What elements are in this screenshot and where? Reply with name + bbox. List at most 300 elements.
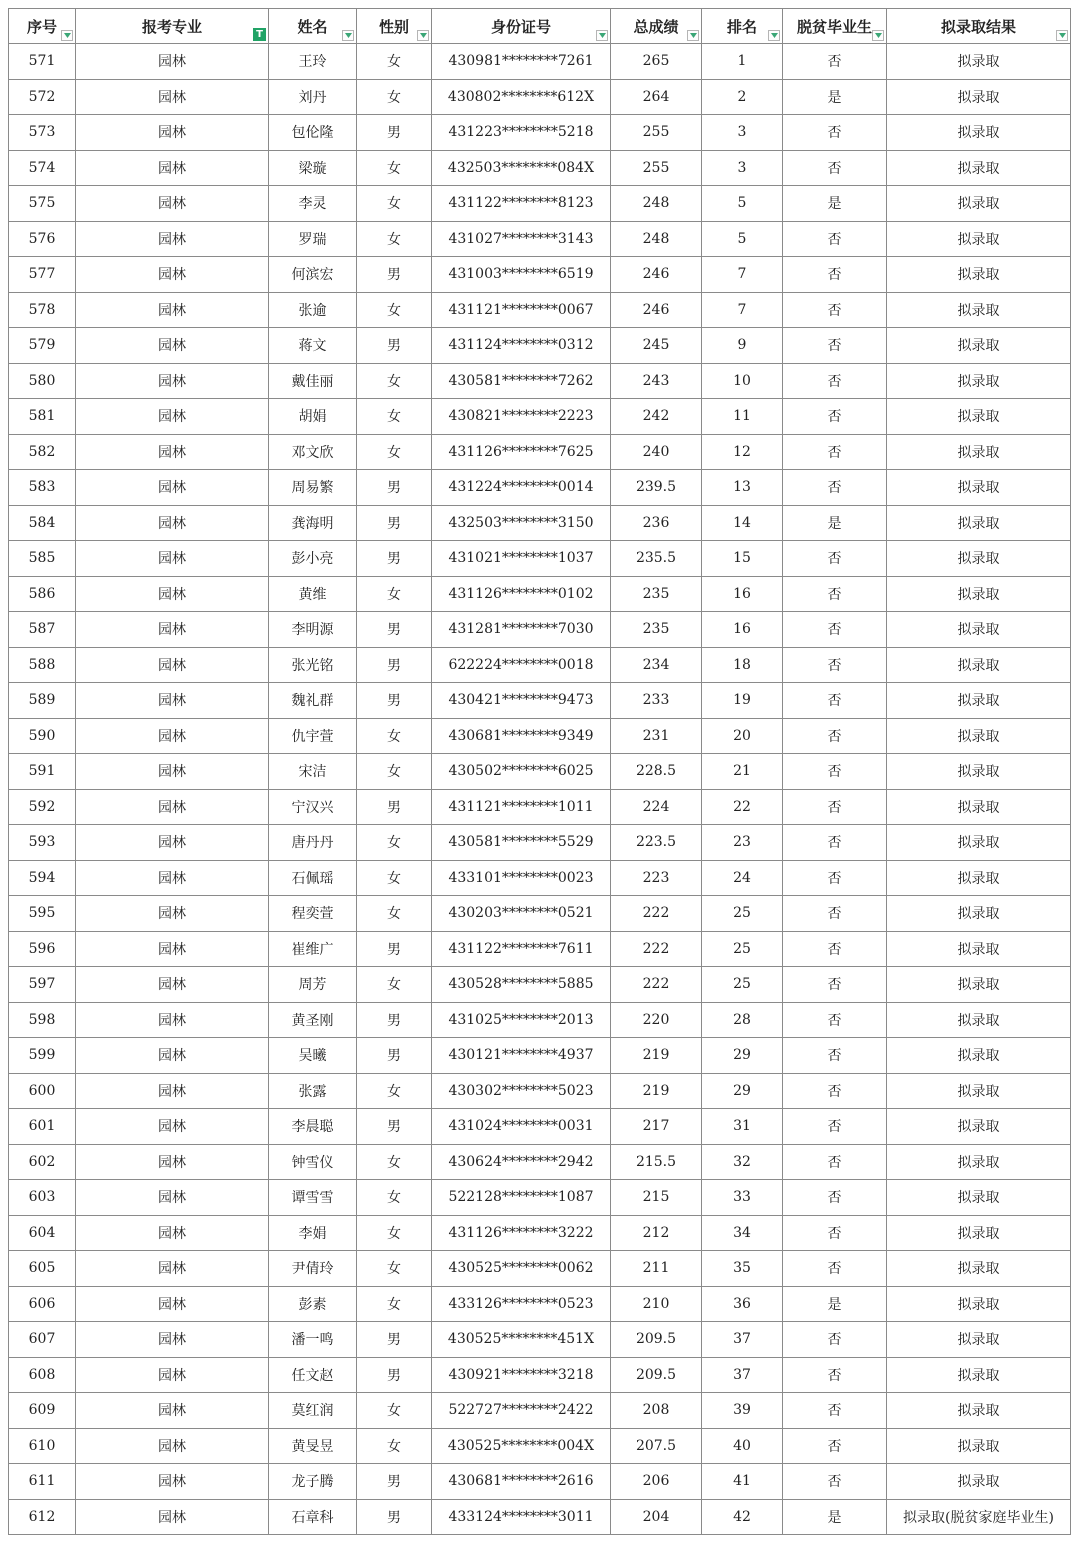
cell-poverty[interactable]: 否	[783, 1464, 887, 1500]
cell-result[interactable]: 拟录取	[887, 541, 1071, 577]
cell-gender[interactable]: 男	[357, 1038, 432, 1074]
cell-poverty[interactable]: 否	[783, 434, 887, 470]
cell-score[interactable]: 208	[611, 1393, 702, 1429]
cell-gender[interactable]: 女	[357, 44, 432, 80]
cell-name[interactable]: 罗瑞	[269, 221, 357, 257]
cell-seq[interactable]: 586	[9, 576, 76, 612]
cell-score[interactable]: 224	[611, 789, 702, 825]
cell-score[interactable]: 210	[611, 1286, 702, 1322]
cell-id[interactable]: 431121********1011	[432, 789, 611, 825]
filter-dropdown-icon[interactable]	[687, 30, 699, 41]
cell-gender[interactable]: 女	[357, 754, 432, 790]
cell-name[interactable]: 莫红润	[269, 1393, 357, 1429]
cell-score[interactable]: 255	[611, 150, 702, 186]
cell-id[interactable]: 431122********7611	[432, 931, 611, 967]
cell-rank[interactable]: 28	[702, 1002, 783, 1038]
cell-id[interactable]: 433126********0523	[432, 1286, 611, 1322]
cell-name[interactable]: 钟雪仪	[269, 1144, 357, 1180]
cell-name[interactable]: 张露	[269, 1073, 357, 1109]
cell-seq[interactable]: 608	[9, 1357, 76, 1393]
cell-rank[interactable]: 37	[702, 1322, 783, 1358]
cell-major[interactable]: 园林	[76, 825, 269, 861]
cell-score[interactable]: 228.5	[611, 754, 702, 790]
cell-id[interactable]: 431121********0067	[432, 292, 611, 328]
cell-major[interactable]: 园林	[76, 292, 269, 328]
cell-result[interactable]: 拟录取	[887, 718, 1071, 754]
cell-major[interactable]: 园林	[76, 612, 269, 648]
cell-result[interactable]: 拟录取	[887, 1180, 1071, 1216]
cell-poverty[interactable]: 否	[783, 931, 887, 967]
cell-result[interactable]: 拟录取(脱贫家庭毕业生)	[887, 1499, 1071, 1535]
cell-rank[interactable]: 20	[702, 718, 783, 754]
cell-rank[interactable]: 42	[702, 1499, 783, 1535]
cell-poverty[interactable]: 是	[783, 1499, 887, 1535]
cell-seq[interactable]: 590	[9, 718, 76, 754]
cell-seq[interactable]: 604	[9, 1215, 76, 1251]
cell-result[interactable]: 拟录取	[887, 1073, 1071, 1109]
cell-result[interactable]: 拟录取	[887, 931, 1071, 967]
cell-major[interactable]: 园林	[76, 718, 269, 754]
cell-gender[interactable]: 女	[357, 1251, 432, 1287]
cell-seq[interactable]: 597	[9, 967, 76, 1003]
cell-id[interactable]: 430681********9349	[432, 718, 611, 754]
cell-result[interactable]: 拟录取	[887, 221, 1071, 257]
cell-poverty[interactable]: 否	[783, 1393, 887, 1429]
cell-id[interactable]: 522727********2422	[432, 1393, 611, 1429]
cell-score[interactable]: 222	[611, 967, 702, 1003]
cell-name[interactable]: 邓文欣	[269, 434, 357, 470]
cell-major[interactable]: 园林	[76, 647, 269, 683]
cell-score[interactable]: 209.5	[611, 1357, 702, 1393]
cell-major[interactable]: 园林	[76, 789, 269, 825]
cell-gender[interactable]: 男	[357, 1499, 432, 1535]
cell-score[interactable]: 215	[611, 1180, 702, 1216]
cell-major[interactable]: 园林	[76, 1215, 269, 1251]
cell-poverty[interactable]: 是	[783, 186, 887, 222]
cell-poverty[interactable]: 否	[783, 1144, 887, 1180]
cell-major[interactable]: 园林	[76, 1109, 269, 1145]
cell-id[interactable]: 430821********2223	[432, 399, 611, 435]
cell-score[interactable]: 255	[611, 115, 702, 151]
cell-seq[interactable]: 612	[9, 1499, 76, 1535]
cell-seq[interactable]: 574	[9, 150, 76, 186]
cell-gender[interactable]: 男	[357, 1357, 432, 1393]
cell-major[interactable]: 园林	[76, 1144, 269, 1180]
cell-result[interactable]: 拟录取	[887, 399, 1071, 435]
cell-name[interactable]: 宁汉兴	[269, 789, 357, 825]
cell-seq[interactable]: 594	[9, 860, 76, 896]
cell-result[interactable]: 拟录取	[887, 44, 1071, 80]
cell-score[interactable]: 248	[611, 186, 702, 222]
cell-gender[interactable]: 女	[357, 1215, 432, 1251]
cell-result[interactable]: 拟录取	[887, 1144, 1071, 1180]
cell-rank[interactable]: 16	[702, 576, 783, 612]
cell-result[interactable]: 拟录取	[887, 470, 1071, 506]
cell-poverty[interactable]: 否	[783, 1180, 887, 1216]
cell-major[interactable]: 园林	[76, 754, 269, 790]
cell-id[interactable]: 430921********3218	[432, 1357, 611, 1393]
cell-result[interactable]: 拟录取	[887, 1464, 1071, 1500]
cell-score[interactable]: 239.5	[611, 470, 702, 506]
cell-poverty[interactable]: 否	[783, 292, 887, 328]
cell-name[interactable]: 王玲	[269, 44, 357, 80]
cell-id[interactable]: 430121********4937	[432, 1038, 611, 1074]
cell-seq[interactable]: 587	[9, 612, 76, 648]
cell-name[interactable]: 任文赵	[269, 1357, 357, 1393]
cell-seq[interactable]: 601	[9, 1109, 76, 1145]
cell-name[interactable]: 石章科	[269, 1499, 357, 1535]
cell-name[interactable]: 李灵	[269, 186, 357, 222]
cell-id[interactable]: 622224********0018	[432, 647, 611, 683]
cell-name[interactable]: 尹倩玲	[269, 1251, 357, 1287]
cell-major[interactable]: 园林	[76, 860, 269, 896]
cell-poverty[interactable]: 否	[783, 825, 887, 861]
cell-poverty[interactable]: 否	[783, 1322, 887, 1358]
cell-seq[interactable]: 593	[9, 825, 76, 861]
cell-seq[interactable]: 575	[9, 186, 76, 222]
cell-gender[interactable]: 女	[357, 292, 432, 328]
cell-poverty[interactable]: 否	[783, 860, 887, 896]
cell-poverty[interactable]: 是	[783, 1286, 887, 1322]
cell-rank[interactable]: 29	[702, 1073, 783, 1109]
cell-gender[interactable]: 女	[357, 576, 432, 612]
cell-result[interactable]: 拟录取	[887, 1286, 1071, 1322]
cell-result[interactable]: 拟录取	[887, 257, 1071, 293]
cell-seq[interactable]: 605	[9, 1251, 76, 1287]
cell-gender[interactable]: 女	[357, 1286, 432, 1322]
cell-name[interactable]: 张逾	[269, 292, 357, 328]
cell-rank[interactable]: 16	[702, 612, 783, 648]
cell-result[interactable]: 拟录取	[887, 1428, 1071, 1464]
cell-rank[interactable]: 41	[702, 1464, 783, 1500]
cell-score[interactable]: 211	[611, 1251, 702, 1287]
cell-id[interactable]: 430502********6025	[432, 754, 611, 790]
cell-seq[interactable]: 577	[9, 257, 76, 293]
cell-rank[interactable]: 7	[702, 257, 783, 293]
cell-poverty[interactable]: 否	[783, 221, 887, 257]
cell-poverty[interactable]: 否	[783, 1073, 887, 1109]
cell-seq[interactable]: 600	[9, 1073, 76, 1109]
cell-score[interactable]: 204	[611, 1499, 702, 1535]
cell-major[interactable]: 园林	[76, 1286, 269, 1322]
cell-id[interactable]: 430421********9473	[432, 683, 611, 719]
cell-score[interactable]: 206	[611, 1464, 702, 1500]
cell-id[interactable]: 431223********5218	[432, 115, 611, 151]
cell-id[interactable]: 430581********5529	[432, 825, 611, 861]
cell-result[interactable]: 拟录取	[887, 896, 1071, 932]
cell-gender[interactable]: 男	[357, 683, 432, 719]
cell-result[interactable]: 拟录取	[887, 79, 1071, 115]
cell-seq[interactable]: 584	[9, 505, 76, 541]
cell-seq[interactable]: 592	[9, 789, 76, 825]
cell-major[interactable]: 园林	[76, 931, 269, 967]
cell-score[interactable]: 231	[611, 718, 702, 754]
cell-gender[interactable]: 女	[357, 363, 432, 399]
cell-poverty[interactable]: 否	[783, 541, 887, 577]
cell-poverty[interactable]: 否	[783, 967, 887, 1003]
cell-rank[interactable]: 19	[702, 683, 783, 719]
cell-rank[interactable]: 25	[702, 931, 783, 967]
cell-id[interactable]: 433101********0023	[432, 860, 611, 896]
cell-score[interactable]: 222	[611, 931, 702, 967]
cell-poverty[interactable]: 否	[783, 399, 887, 435]
cell-name[interactable]: 梁璇	[269, 150, 357, 186]
cell-major[interactable]: 园林	[76, 328, 269, 364]
cell-result[interactable]: 拟录取	[887, 505, 1071, 541]
cell-rank[interactable]: 15	[702, 541, 783, 577]
cell-rank[interactable]: 3	[702, 150, 783, 186]
cell-poverty[interactable]: 否	[783, 363, 887, 399]
cell-seq[interactable]: 585	[9, 541, 76, 577]
cell-major[interactable]: 园林	[76, 434, 269, 470]
cell-major[interactable]: 园林	[76, 683, 269, 719]
filter-dropdown-icon[interactable]	[417, 30, 429, 41]
cell-score[interactable]: 222	[611, 896, 702, 932]
cell-result[interactable]: 拟录取	[887, 1002, 1071, 1038]
cell-gender[interactable]: 女	[357, 896, 432, 932]
cell-rank[interactable]: 5	[702, 186, 783, 222]
cell-name[interactable]: 李明源	[269, 612, 357, 648]
cell-poverty[interactable]: 否	[783, 1357, 887, 1393]
cell-id[interactable]: 430581********7262	[432, 363, 611, 399]
cell-major[interactable]: 园林	[76, 399, 269, 435]
cell-result[interactable]: 拟录取	[887, 150, 1071, 186]
cell-gender[interactable]: 女	[357, 1144, 432, 1180]
cell-major[interactable]: 园林	[76, 967, 269, 1003]
cell-name[interactable]: 刘丹	[269, 79, 357, 115]
cell-rank[interactable]: 13	[702, 470, 783, 506]
cell-result[interactable]: 拟录取	[887, 363, 1071, 399]
cell-result[interactable]: 拟录取	[887, 647, 1071, 683]
cell-name[interactable]: 魏礼群	[269, 683, 357, 719]
cell-seq[interactable]: 580	[9, 363, 76, 399]
cell-result[interactable]: 拟录取	[887, 1038, 1071, 1074]
cell-major[interactable]: 园林	[76, 1002, 269, 1038]
cell-name[interactable]: 彭素	[269, 1286, 357, 1322]
cell-major[interactable]: 园林	[76, 1464, 269, 1500]
cell-seq[interactable]: 583	[9, 470, 76, 506]
cell-rank[interactable]: 32	[702, 1144, 783, 1180]
cell-seq[interactable]: 610	[9, 1428, 76, 1464]
cell-id[interactable]: 432503********084X	[432, 150, 611, 186]
cell-result[interactable]: 拟录取	[887, 683, 1071, 719]
cell-name[interactable]: 周易繁	[269, 470, 357, 506]
filter-dropdown-icon[interactable]	[342, 30, 354, 41]
cell-result[interactable]: 拟录取	[887, 434, 1071, 470]
cell-major[interactable]: 园林	[76, 1499, 269, 1535]
cell-poverty[interactable]: 否	[783, 470, 887, 506]
cell-major[interactable]: 园林	[76, 1428, 269, 1464]
cell-result[interactable]: 拟录取	[887, 186, 1071, 222]
cell-rank[interactable]: 25	[702, 967, 783, 1003]
cell-name[interactable]: 包伦隆	[269, 115, 357, 151]
cell-name[interactable]: 蒋文	[269, 328, 357, 364]
cell-gender[interactable]: 男	[357, 931, 432, 967]
cell-rank[interactable]: 31	[702, 1109, 783, 1145]
cell-name[interactable]: 唐丹丹	[269, 825, 357, 861]
cell-id[interactable]: 430981********7261	[432, 44, 611, 80]
cell-rank[interactable]: 3	[702, 115, 783, 151]
cell-seq[interactable]: 588	[9, 647, 76, 683]
cell-seq[interactable]: 581	[9, 399, 76, 435]
cell-gender[interactable]: 女	[357, 860, 432, 896]
cell-name[interactable]: 龙子腾	[269, 1464, 357, 1500]
cell-rank[interactable]: 23	[702, 825, 783, 861]
cell-score[interactable]: 207.5	[611, 1428, 702, 1464]
cell-major[interactable]: 园林	[76, 79, 269, 115]
cell-gender[interactable]: 男	[357, 1109, 432, 1145]
cell-id[interactable]: 431126********3222	[432, 1215, 611, 1251]
filter-dropdown-icon[interactable]	[1056, 30, 1068, 41]
cell-score[interactable]: 243	[611, 363, 702, 399]
cell-major[interactable]: 园林	[76, 44, 269, 80]
cell-poverty[interactable]: 否	[783, 576, 887, 612]
cell-rank[interactable]: 10	[702, 363, 783, 399]
cell-gender[interactable]: 男	[357, 470, 432, 506]
cell-rank[interactable]: 37	[702, 1357, 783, 1393]
cell-score[interactable]: 246	[611, 257, 702, 293]
cell-rank[interactable]: 24	[702, 860, 783, 896]
cell-poverty[interactable]: 否	[783, 789, 887, 825]
cell-major[interactable]: 园林	[76, 1251, 269, 1287]
cell-gender[interactable]: 男	[357, 541, 432, 577]
cell-gender[interactable]: 男	[357, 1464, 432, 1500]
cell-seq[interactable]: 595	[9, 896, 76, 932]
cell-name[interactable]: 龚海明	[269, 505, 357, 541]
cell-id[interactable]: 431025********2013	[432, 1002, 611, 1038]
cell-rank[interactable]: 33	[702, 1180, 783, 1216]
cell-name[interactable]: 李娟	[269, 1215, 357, 1251]
cell-major[interactable]: 园林	[76, 1038, 269, 1074]
cell-id[interactable]: 430624********2942	[432, 1144, 611, 1180]
cell-id[interactable]: 431281********7030	[432, 612, 611, 648]
cell-score[interactable]: 248	[611, 221, 702, 257]
cell-gender[interactable]: 女	[357, 1393, 432, 1429]
cell-poverty[interactable]: 否	[783, 896, 887, 932]
cell-seq[interactable]: 591	[9, 754, 76, 790]
cell-score[interactable]: 219	[611, 1073, 702, 1109]
cell-name[interactable]: 谭雪雪	[269, 1180, 357, 1216]
cell-seq[interactable]: 609	[9, 1393, 76, 1429]
filter-dropdown-icon[interactable]	[596, 30, 608, 41]
cell-name[interactable]: 黄圣刚	[269, 1002, 357, 1038]
cell-score[interactable]: 223	[611, 860, 702, 896]
cell-id[interactable]: 430528********5885	[432, 967, 611, 1003]
cell-gender[interactable]: 女	[357, 825, 432, 861]
cell-name[interactable]: 周芳	[269, 967, 357, 1003]
cell-major[interactable]: 园林	[76, 115, 269, 151]
cell-major[interactable]: 园林	[76, 363, 269, 399]
cell-score[interactable]: 235	[611, 576, 702, 612]
cell-id[interactable]: 431024********0031	[432, 1109, 611, 1145]
cell-seq[interactable]: 606	[9, 1286, 76, 1322]
cell-result[interactable]: 拟录取	[887, 1251, 1071, 1287]
cell-score[interactable]: 240	[611, 434, 702, 470]
cell-id[interactable]: 430203********0521	[432, 896, 611, 932]
cell-rank[interactable]: 29	[702, 1038, 783, 1074]
cell-major[interactable]: 园林	[76, 505, 269, 541]
cell-name[interactable]: 彭小亮	[269, 541, 357, 577]
cell-id[interactable]: 431021********1037	[432, 541, 611, 577]
cell-result[interactable]: 拟录取	[887, 115, 1071, 151]
cell-id[interactable]: 430525********004X	[432, 1428, 611, 1464]
cell-score[interactable]: 220	[611, 1002, 702, 1038]
cell-score[interactable]: 223.5	[611, 825, 702, 861]
cell-poverty[interactable]: 否	[783, 1109, 887, 1145]
cell-major[interactable]: 园林	[76, 1073, 269, 1109]
cell-seq[interactable]: 579	[9, 328, 76, 364]
cell-rank[interactable]: 7	[702, 292, 783, 328]
cell-score[interactable]: 265	[611, 44, 702, 80]
filter-active-icon[interactable]: T	[253, 28, 266, 41]
cell-id[interactable]: 431126********7625	[432, 434, 611, 470]
cell-gender[interactable]: 男	[357, 612, 432, 648]
cell-seq[interactable]: 572	[9, 79, 76, 115]
cell-rank[interactable]: 40	[702, 1428, 783, 1464]
cell-name[interactable]: 仇宇萱	[269, 718, 357, 754]
cell-seq[interactable]: 598	[9, 1002, 76, 1038]
cell-seq[interactable]: 573	[9, 115, 76, 151]
cell-gender[interactable]: 女	[357, 1073, 432, 1109]
cell-major[interactable]: 园林	[76, 1180, 269, 1216]
cell-major[interactable]: 园林	[76, 186, 269, 222]
cell-result[interactable]: 拟录取	[887, 967, 1071, 1003]
cell-major[interactable]: 园林	[76, 541, 269, 577]
cell-poverty[interactable]: 是	[783, 505, 887, 541]
cell-name[interactable]: 崔维广	[269, 931, 357, 967]
cell-id[interactable]: 431224********0014	[432, 470, 611, 506]
cell-poverty[interactable]: 是	[783, 79, 887, 115]
cell-major[interactable]: 园林	[76, 470, 269, 506]
cell-seq[interactable]: 578	[9, 292, 76, 328]
cell-rank[interactable]: 36	[702, 1286, 783, 1322]
cell-name[interactable]: 石佩瑶	[269, 860, 357, 896]
cell-gender[interactable]: 女	[357, 434, 432, 470]
cell-seq[interactable]: 582	[9, 434, 76, 470]
cell-gender[interactable]: 女	[357, 1180, 432, 1216]
cell-poverty[interactable]: 否	[783, 718, 887, 754]
cell-result[interactable]: 拟录取	[887, 292, 1071, 328]
cell-major[interactable]: 园林	[76, 576, 269, 612]
cell-id[interactable]: 431027********3143	[432, 221, 611, 257]
cell-result[interactable]: 拟录取	[887, 754, 1071, 790]
cell-rank[interactable]: 5	[702, 221, 783, 257]
cell-seq[interactable]: 596	[9, 931, 76, 967]
cell-id[interactable]: 431126********0102	[432, 576, 611, 612]
cell-major[interactable]: 园林	[76, 257, 269, 293]
cell-poverty[interactable]: 否	[783, 1002, 887, 1038]
cell-major[interactable]: 园林	[76, 221, 269, 257]
cell-seq[interactable]: 589	[9, 683, 76, 719]
cell-id[interactable]: 430525********451X	[432, 1322, 611, 1358]
cell-gender[interactable]: 女	[357, 967, 432, 1003]
cell-id[interactable]: 432503********3150	[432, 505, 611, 541]
cell-name[interactable]: 戴佳丽	[269, 363, 357, 399]
cell-gender[interactable]: 女	[357, 1428, 432, 1464]
cell-seq[interactable]: 607	[9, 1322, 76, 1358]
cell-gender[interactable]: 男	[357, 789, 432, 825]
cell-rank[interactable]: 9	[702, 328, 783, 364]
cell-result[interactable]: 拟录取	[887, 1109, 1071, 1145]
cell-id[interactable]: 431122********8123	[432, 186, 611, 222]
cell-poverty[interactable]: 否	[783, 150, 887, 186]
cell-gender[interactable]: 女	[357, 150, 432, 186]
cell-result[interactable]: 拟录取	[887, 1215, 1071, 1251]
cell-seq[interactable]: 599	[9, 1038, 76, 1074]
cell-poverty[interactable]: 否	[783, 1038, 887, 1074]
cell-name[interactable]: 黄旻昱	[269, 1428, 357, 1464]
cell-rank[interactable]: 14	[702, 505, 783, 541]
